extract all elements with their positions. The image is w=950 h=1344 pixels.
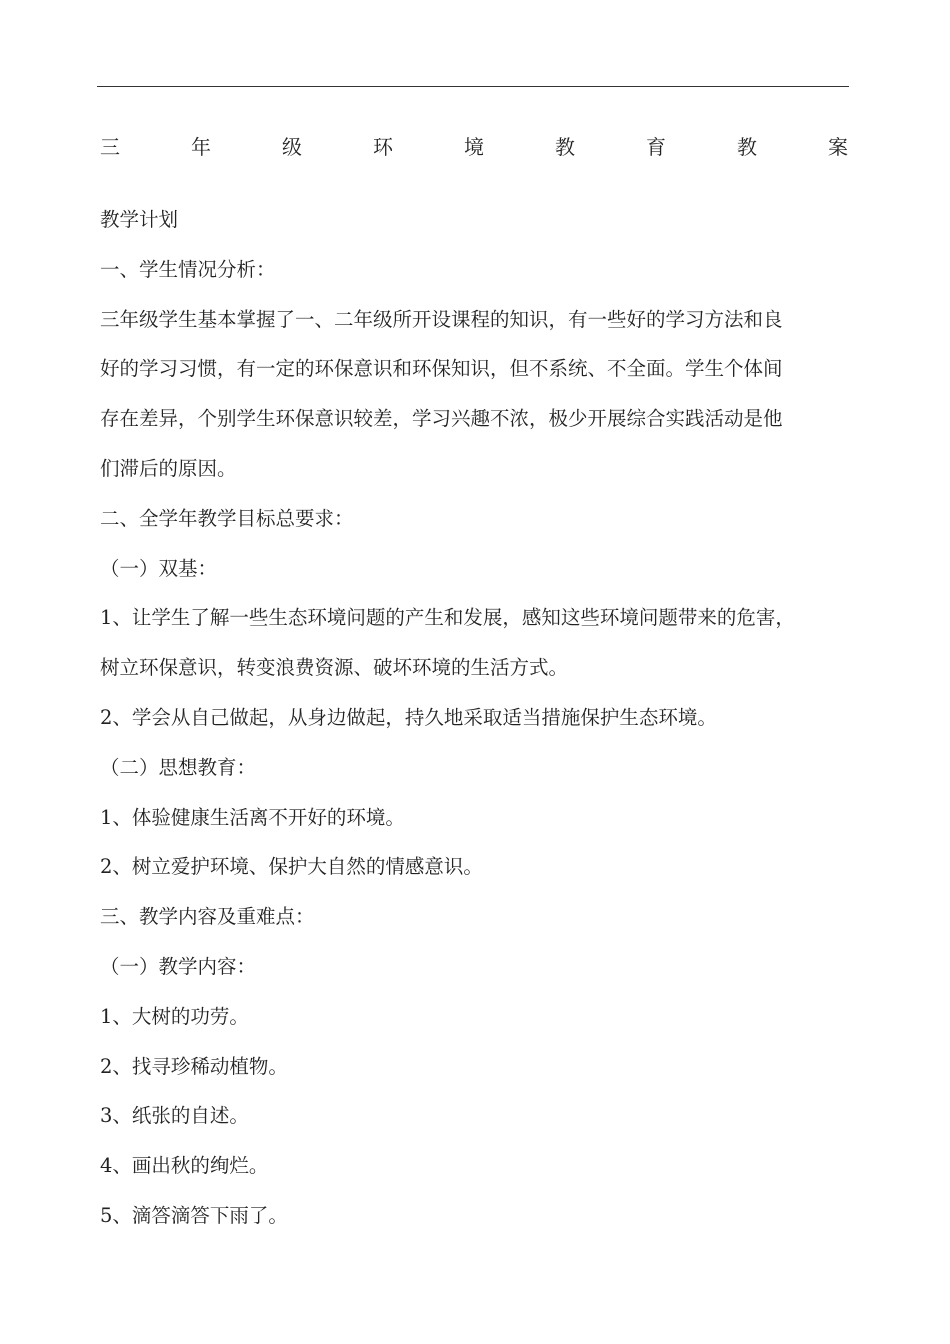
paragraph-line: 存在差异，个别学生环保意识较差，学习兴趣不浓，极少开展综合实践活动是他: [100, 407, 783, 431]
title-char: 教: [555, 135, 575, 159]
header-rule: [97, 86, 849, 87]
subsection-heading: （一）双基：: [100, 556, 218, 580]
paragraph-line: 好的学习习惯，有一定的环保意识和环保知识，但不系统、不全面。学生个体间: [100, 357, 783, 381]
list-item: 1、体验健康生活离不开好的环境。: [100, 805, 405, 829]
list-item: 1、让学生了解一些生态环境问题的产生和发展，感知这些环境问题带来的危害，: [100, 606, 795, 630]
list-item: 2、学会从自己做起，从身边做起，持久地采取适当措施保护生态环境。: [100, 705, 717, 729]
list-item: 2、找寻珍稀动植物。: [100, 1054, 288, 1078]
subsection-heading: （一）教学内容：: [100, 954, 257, 978]
title-char: 育: [646, 135, 666, 159]
title-char: 三: [100, 135, 120, 159]
section-heading: 教学计划: [100, 208, 179, 231]
list-item: 3、纸张的自述。: [100, 1104, 249, 1128]
title-char: 年: [191, 135, 211, 159]
title-char: 级: [282, 135, 302, 159]
title-char: 境: [464, 135, 484, 159]
list-item: 1、大树的功劳。: [100, 1004, 249, 1028]
subsection-heading: （二）思想教育：: [100, 755, 257, 779]
paragraph-line: 三年级学生基本掌握了一、二年级所开设课程的知识，有一些好的学习方法和良: [100, 307, 783, 331]
document-title: [100, 130, 848, 164]
section-heading: 二、全学年教学目标总要求：: [100, 506, 354, 530]
list-item: 5、滴答滴答下雨了。: [100, 1203, 288, 1227]
title-char: 教: [737, 135, 757, 159]
title-char: 案: [828, 135, 848, 159]
list-item: 2、树立爱护环境、保护大自然的情感意识。: [100, 855, 483, 879]
list-item-continuation: 树立环保意识，转变浪费资源、破坏环境的生活方式。: [100, 656, 569, 680]
section-heading: 三、教学内容及重难点：: [100, 905, 315, 929]
list-item: 4、画出秋的绚烂。: [100, 1154, 269, 1178]
title-char: 环: [373, 135, 393, 159]
document-body: [100, 195, 840, 1241]
paragraph-line: 们滞后的原因。: [100, 456, 237, 480]
section-heading: 一、学生情况分析：: [100, 257, 276, 281]
